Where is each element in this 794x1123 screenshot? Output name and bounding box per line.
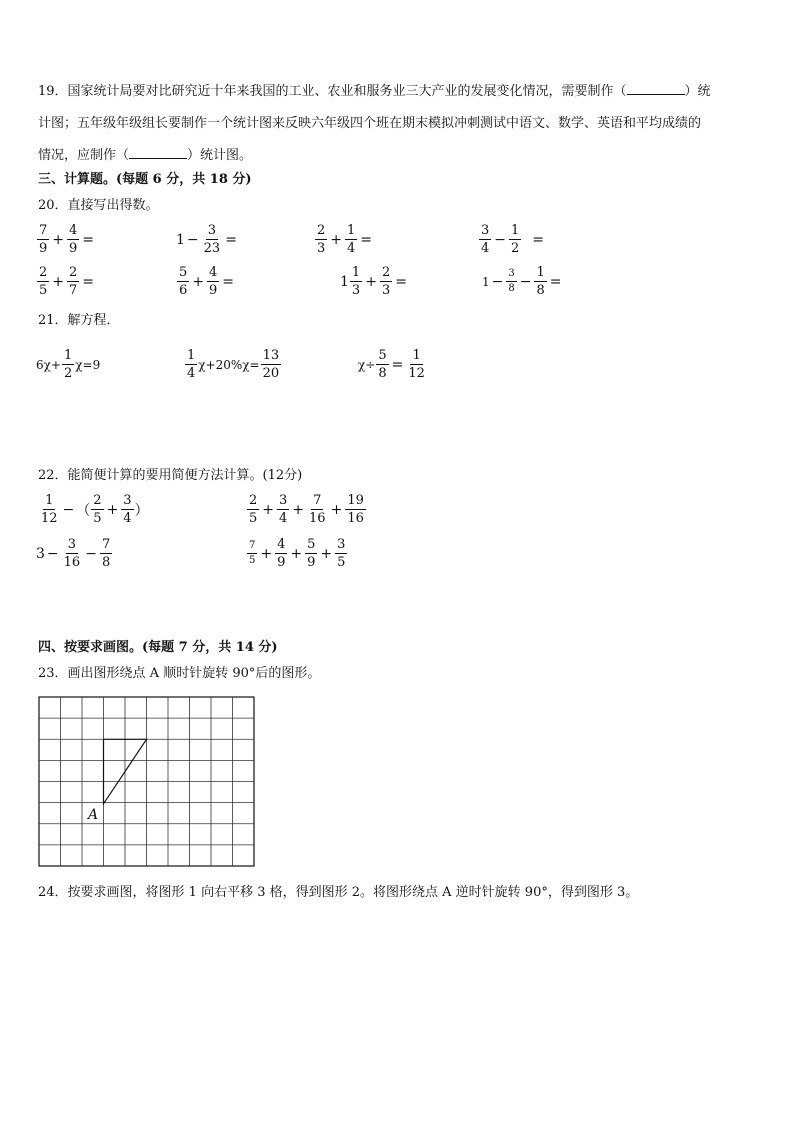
section-3-title: 三、计算题。(每题 6 分，共 18 分) [38,172,252,187]
fraction: $\frac{3}{4}$ [123,493,132,526]
q22-calc-2: $\frac{2}{5}$ + $\frac{3}{4}$ + $\frac{7}{16}$ + $\frac{19}{16}$ [249,493,364,526]
fraction: $\frac{2}{5}$ [39,265,48,298]
fraction: $\frac{1}{8}$ [536,265,545,298]
fraction: $\frac{5}{9}$ [307,537,316,570]
q20-problem-3: $\frac{2}{3}$ + $\frac{1}{4}$ = [317,223,373,256]
fraction: $\frac{7}{8}$ [101,537,111,570]
fraction: $\frac{3}{16}$ [63,537,81,570]
fraction: $\frac{3}{4}$ [481,223,490,256]
fraction: $\frac{2}{3}$ [381,265,391,298]
fraction: $\frac{19}{16}$ [347,493,364,526]
q19-line3: 情况，应制作（ ）统计图。 [38,148,253,163]
fraction: $\frac{1}{4}$ [347,223,356,256]
q20-problem-4: $\frac{3}{4}$ − $\frac{1}{2}$ = [481,223,545,256]
fraction: $\frac{7}{16}$ [309,493,326,526]
q21-equation-3: χ÷ $\frac{5}{8}$ = $\frac{1}{12}$ [358,348,425,381]
fraction: $\frac{4}{9}$ [277,537,286,570]
fraction: $\frac{4}{9}$ [209,265,218,298]
q24-title: 24．按要求画图，将图形 1 向右平移 3 格，得到图形 2。将图形绕点 A 逆时针旋转 90°，得到图形 3。 [38,885,639,900]
q20-problem-6: $\frac{5}{6}$ + $\frac{4}{9}$ = [179,265,235,298]
fraction: $\frac{3}{8}$ [508,268,515,294]
q20-problem-7: 1 $\frac{1}{3}$ + $\frac{2}{3}$ = [340,265,407,298]
q22-calc-3: 3 − $\frac{3}{16}$ − $\frac{7}{8}$ [36,537,111,570]
q20-problem-2: 1 − $\frac{3}{23}$ = [176,223,237,256]
fraction: $\frac{7}{5}$ [249,540,256,566]
q20-problem-1: $\frac{7}{9}$ + $\frac{4}{9}$ = [39,223,95,256]
fraction: $\frac{2}{5}$ [93,493,102,526]
fraction: $\frac{1}{2}$ [63,348,73,381]
section-4-title: 四、按要求画图。(每题 7 分，共 14 分) [38,640,278,655]
fraction: $\frac{13}{20}$ [262,348,280,381]
fraction: $\frac{3}{5}$ [337,537,346,570]
q20-problem-8: 1 − $\frac{3}{8}$ − $\frac{1}{8}$ = [482,265,562,298]
fraction: $\frac{3}{23}$ [203,223,221,256]
q20-title: 20．直接写出得数。 [38,198,159,213]
answer-blank[interactable] [129,146,187,159]
fraction: $\frac{1}{2}$ [511,223,520,256]
fraction: $\frac{1}{12}$ [408,348,425,381]
fraction: $\frac{2}{3}$ [317,223,326,256]
fraction: $\frac{5}{8}$ [378,348,387,381]
q22-calc-4: $\frac{7}{5}$ + $\frac{4}{9}$ + $\frac{5}{9}$ + $\frac{3}{5}$ [249,537,346,570]
answer-blank[interactable] [627,82,685,95]
q21-title: 21．解方程． [38,313,120,328]
q19-line2: 计图；五年级年级组长要制作一个统计图来反映六年级四个班在期末模拟冲刺测试中语文、数学、英语和平均成绩的 [38,116,702,131]
q21-equation-1: 6χ+ $\frac{1}{2}$ χ=9 [36,348,101,381]
rotation-grid[interactable] [38,696,256,868]
q22-calc-1: $\frac{1}{12}$ − （ $\frac{2}{5}$ + $\frac{3}{4}$ ） [41,493,149,526]
fraction: $\frac{3}{4}$ [279,493,288,526]
fraction: $\frac{7}{9}$ [39,223,48,256]
fraction: $\frac{5}{6}$ [179,265,188,298]
fraction: $\frac{2}{7}$ [69,265,78,298]
q22-title: 22．能简便计算的要用简便方法计算。(12分) [38,468,303,483]
fraction: $\frac{1}{12}$ [41,493,58,526]
fraction: $\frac{2}{5}$ [249,493,258,526]
q20-problem-5: $\frac{2}{5}$ + $\frac{2}{7}$ = [39,265,95,298]
fraction: $\frac{1}{3}$ [351,265,361,298]
fraction: $\frac{4}{9}$ [69,223,78,256]
point-a-label: A [88,807,99,823]
q23-title: 23．画出图形绕点 A 顺时针旋转 90°后的图形。 [38,666,321,681]
mixed-number: 1 $\frac{1}{3}$ [340,265,361,298]
q21-equation-2: $\frac{1}{4}$ χ+20%χ= $\frac{13}{20}$ [187,348,280,381]
q19-line1: 19．国家统计局要对比研究近十年来我国的工业、农业和服务业三大产业的发展变化情况，需要制作（ ）统 [38,84,711,99]
fraction: $\frac{1}{4}$ [187,348,196,381]
